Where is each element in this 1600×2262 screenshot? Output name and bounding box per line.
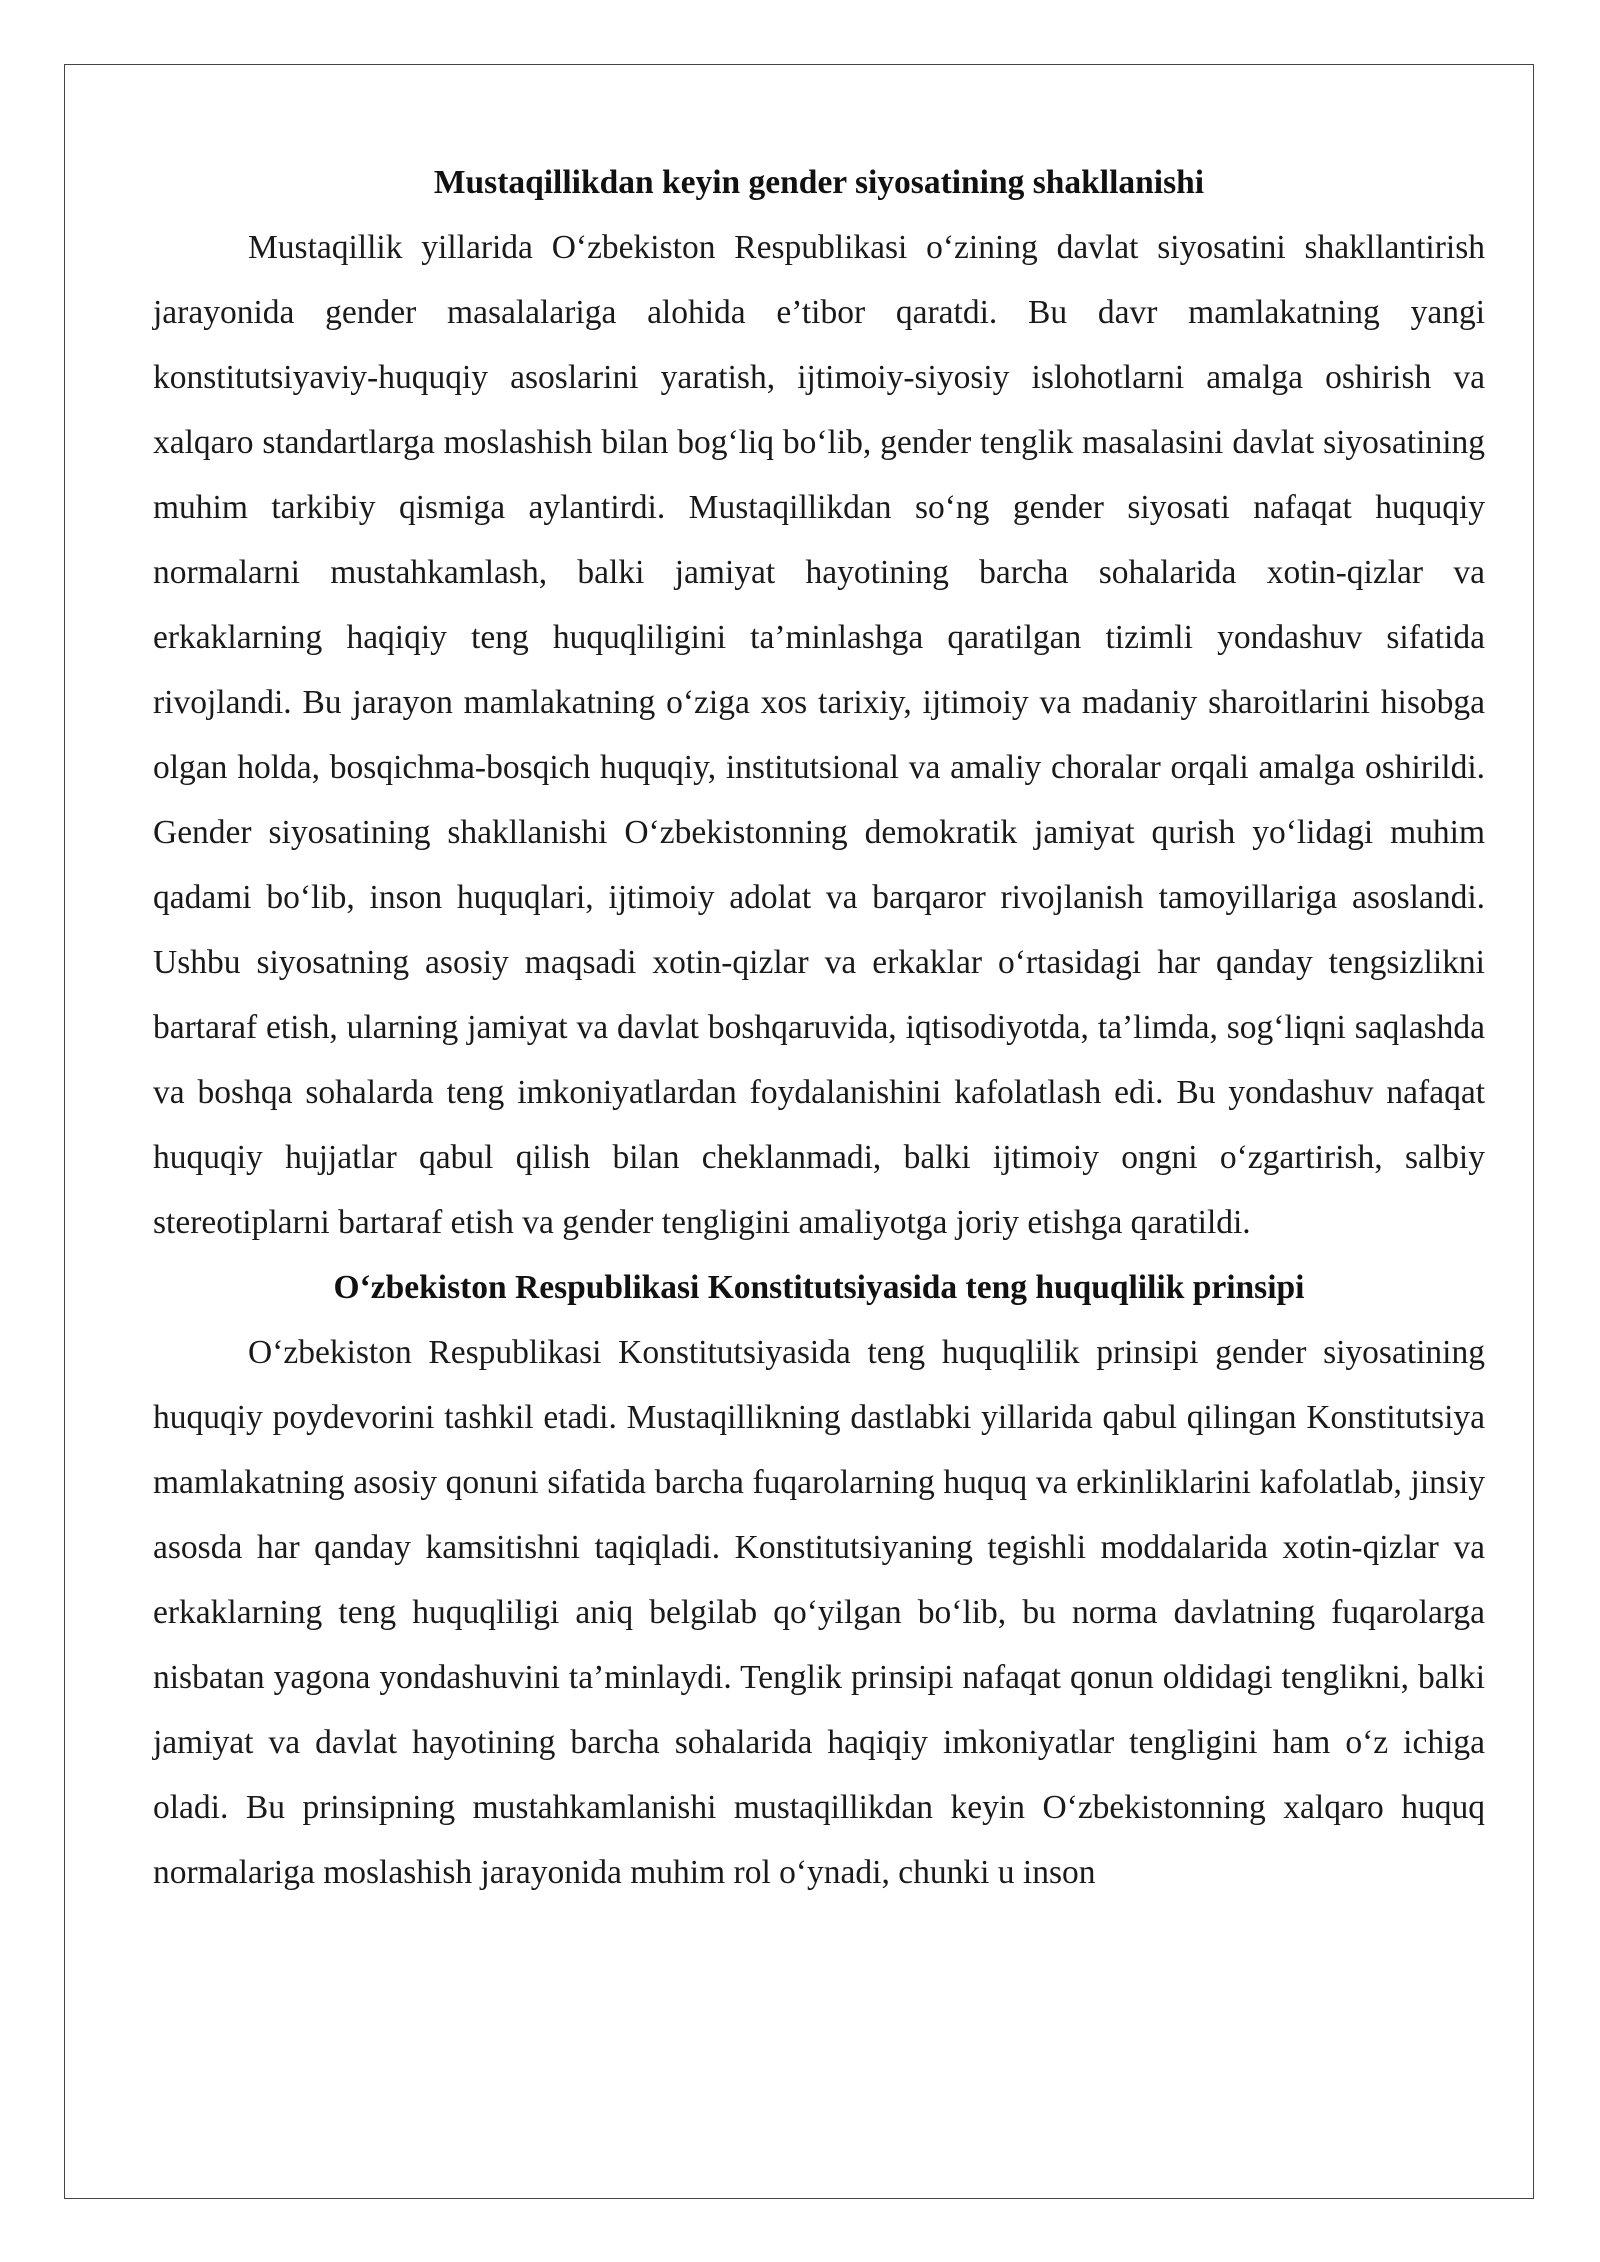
section-paragraph-gender-policy: Mustaqillik yillarida O‘zbekiston Respublikasi o‘zining davlat siyosatini shakllantirish jarayonida gender masalalariga alohida e’tibor qaratdi. Bu davr mamlakatning yangi konstitutsiyaviy-huquqiy asoslarini yaratish, ijtimoiy-siyosiy islohotlarni amalga oshirish va xalqaro standartlarga moslashish bilan bog‘liq bo‘lib, gender tenglik masalasini davlat siyosatining muhim tarkibiy qismiga aylantirdi. Mustaqillikdan so‘ng gender siyosati nafaqat huquqiy normalarni mustahkamlash, balki jamiyat hayotining barcha sohalarida xotin-qizlar va erkaklarning haqiqiy teng huquqliligini ta’minlashga qaratilgan tizimli yondashuv sifatida rivojlandi. Bu jarayon mamlakatning o‘ziga xos tarixiy, ijtimoiy va madaniy sharoitlarini hisobga olgan holda, bosqichma-bosqich huquqiy, institutsional va amaliy choralar orqali amalga oshirildi. Gender siyosatining shakllanishi O‘zbekistonning demokratik jamiyat qurish yo‘lidagi muhim qadami bo‘lib, inson huquqlari, ijtimoiy adolat va barqaror rivojlanish tamoyillariga asoslandi. Ushbu siyosatning asosiy maqsadi xotin-qizlar va erkaklar o‘rtasidagi har qanday tengsizlikni bartaraf etish, ularning jamiyat va davlat boshqaruvida, iqtisodiyotda, ta’limda, sog‘liqni saqlashda va boshqa sohalarda teng imkoniyatlardan foydalanishini kafolatlash edi. Bu yondashuv nafaqat huquqiy hujjatlar qabul qilish bilan cheklanmadi, balki ijtimoiy ongni o‘zgartirish, salbiy stereotiplarni bartaraf etish va gender tengligini amaliyotga joriy etishga qaratildi. [153, 229, 1485, 1241]
section-heading-constitution: O‘zbekiston Respublikasi Konstitutsiyasida teng huquqlilik prinsipi [333, 1269, 1305, 1306]
section-heading-gender-policy: Mustaqillikdan keyin gender siyosatining shakllanishi [433, 164, 1205, 201]
section-paragraph-constitution: O‘zbekiston Respublikasi Konstitutsiyasida teng huquqlilik prinsipi gender siyosatining huquqiy poydevorini tashkil etadi. Mustaqillikning dastlabki yillarida qabul qilingan Konstitutsiya mamlakatning asosiy qonuni sifatida barcha fuqarolarning huquq va erkinliklarini kafolatlab, jinsiy asosda har qanday kamsitishni taqiqladi. Konstitutsiyaning tegishli moddalarida xotin-qizlar va erkaklarning teng huquqliligi aniq belgilab qo‘yilgan bo‘lib, bu norma davlatning fuqarolarga nisbatan yagona yondashuvini ta’minlaydi. Tenglik prinsipi nafaqat qonun oldidagi tenglikni, balki jamiyat va davlat hayotining barcha sohalarida haqiqiy imkoniyatlar tengligini ham o‘z ichiga oladi. Bu prinsipning mustahkamlanishi mustaqillikdan keyin O‘zbekistonning xalqaro huquq normalariga moslashish jarayonida muhim rol o‘ynadi, chunki u inson [153, 1334, 1485, 1891]
document-body [153, 150, 1485, 1905]
